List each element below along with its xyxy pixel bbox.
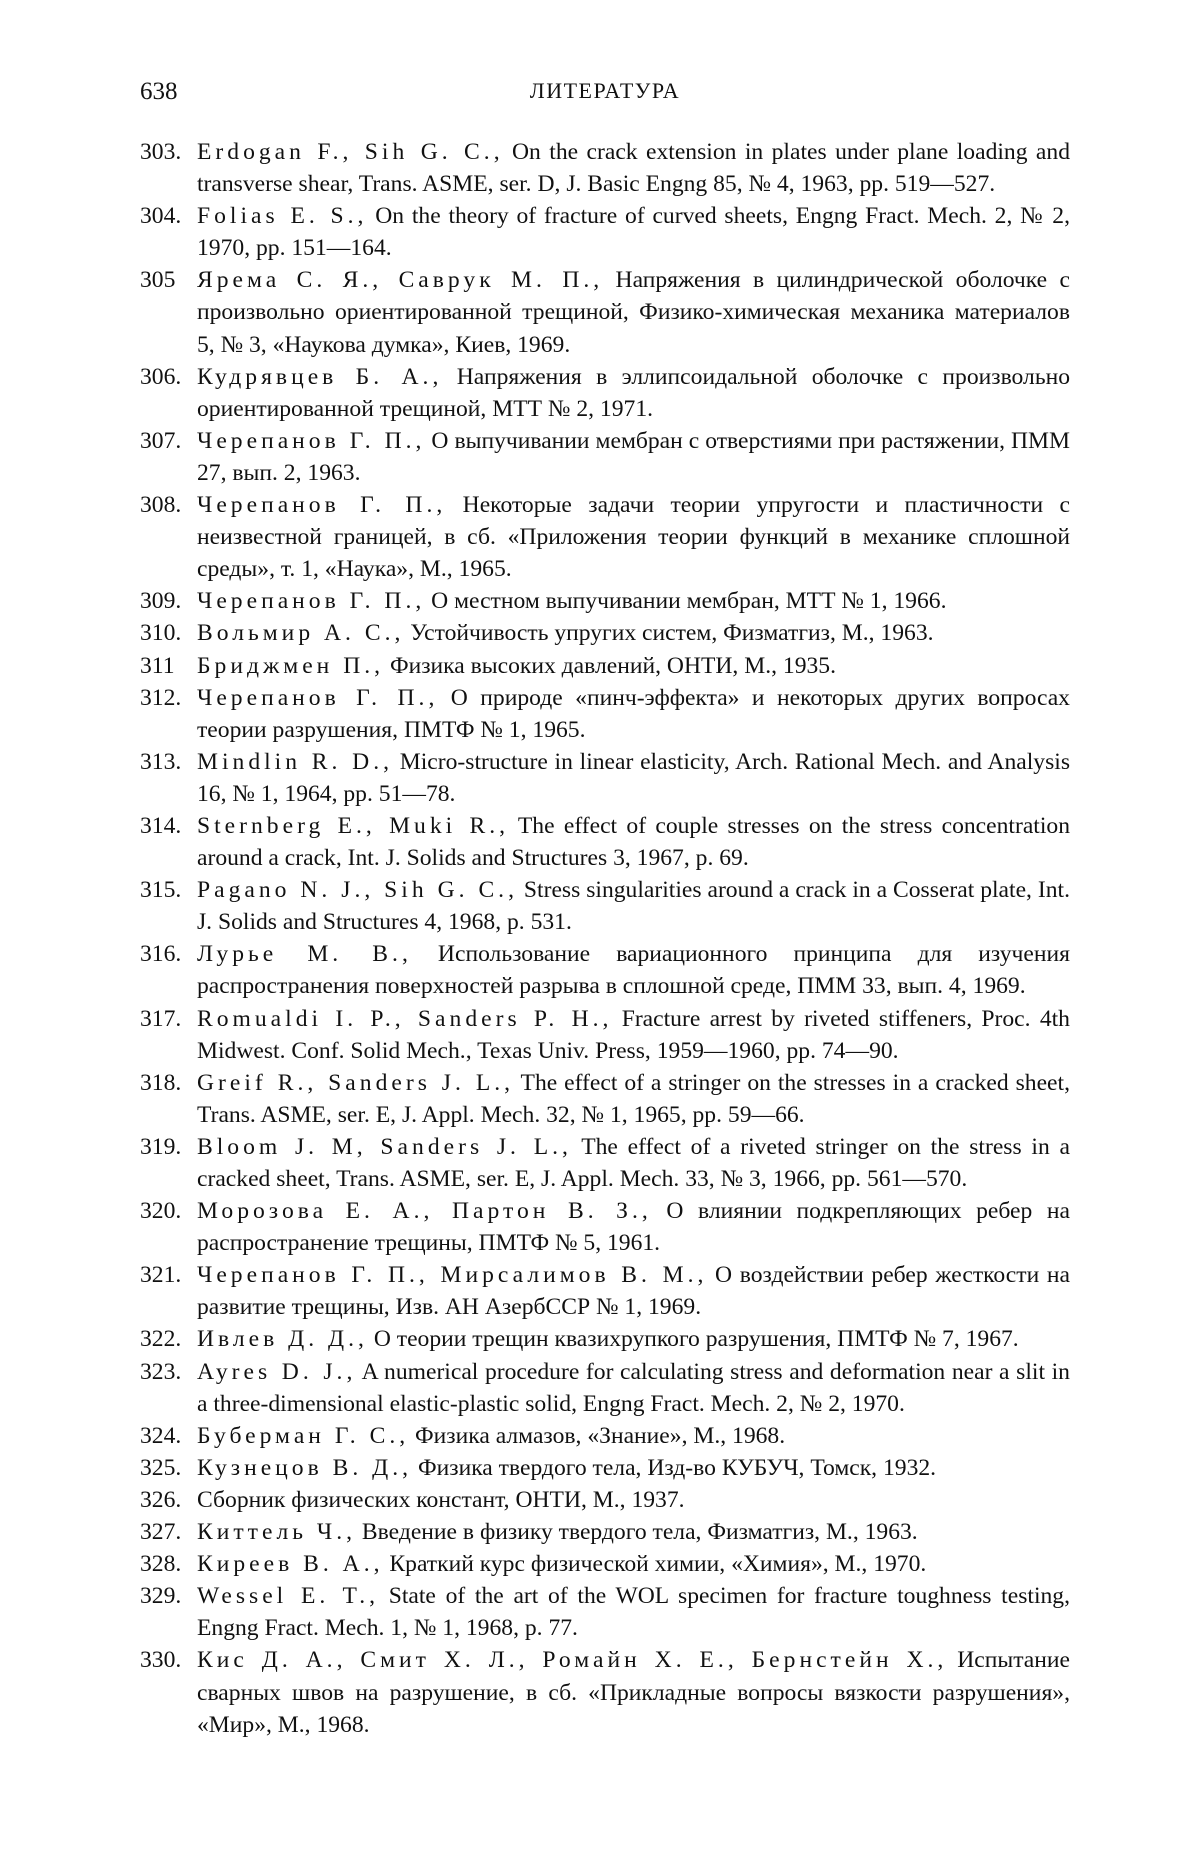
reference-number: 312. — [140, 684, 182, 711]
reference-entry — [140, 874, 1070, 938]
reference-entry — [140, 489, 1070, 585]
reference-number: 310. — [140, 620, 182, 647]
reference-entry — [140, 264, 1070, 360]
reference-entry — [140, 1003, 1070, 1067]
reference-number: 316. — [140, 941, 182, 968]
reference-author: Черепанов Г. П., Мирсалимов В. М., — [197, 1262, 708, 1289]
reference-entry — [140, 1516, 1070, 1548]
reference-number: 323. — [140, 1358, 182, 1385]
reference-text: Устойчивость упругих систем, Физматгиз, М., 1963. — [404, 620, 934, 647]
reference-entry — [140, 1067, 1070, 1131]
reference-number: 325. — [140, 1454, 182, 1481]
reference-text: The effect of a stringer on the stresses in a cracked sheet, Trans. ASME, ser. E, J. Appl. Mech. 32, № 1, 1965, pp. 59—66. — [197, 1069, 1070, 1128]
reference-entry — [140, 1195, 1070, 1259]
reference-author: Ayres D. J., — [197, 1358, 357, 1385]
reference-author: Черепанов Г. П., — [197, 684, 439, 711]
running-title: ЛИТЕРАТУРА — [529, 78, 681, 103]
page-number: 638 — [140, 78, 178, 105]
reference-number: 314. — [140, 812, 182, 839]
reference-text: О теории трещин квазихрупкого разрушения, ПМТФ № 7, 1967. — [367, 1326, 1019, 1353]
reference-entry — [140, 682, 1070, 746]
reference-text: On the crack extension in plates under plane loading and transverse shear, Trans. ASME, ser. D, J. Basic Engng 85, № 4, 1963, pp. 519—527. — [197, 139, 1070, 198]
reference-entry — [140, 1420, 1070, 1452]
reference-entry — [140, 425, 1070, 489]
reference-author: Greif R., Sanders J. L., — [197, 1069, 515, 1096]
reference-author: Буберман Г. С., — [197, 1422, 410, 1449]
reference-number: 311 — [140, 652, 175, 679]
reference-author: Киреев В. А., — [197, 1551, 384, 1578]
reference-author: Кудрявцев Б. А., — [197, 363, 443, 390]
reference-author: Кузнецов В. Д., — [197, 1454, 413, 1481]
reference-number: 315. — [140, 877, 182, 904]
reference-author: Bloom J. M, Sanders J. L., — [197, 1133, 572, 1160]
reference-entry — [140, 1484, 1070, 1516]
reference-entry — [140, 585, 1070, 617]
reference-number: 321. — [140, 1262, 182, 1289]
reference-author: Черепанов Г. П., — [197, 588, 426, 615]
reference-entry — [140, 200, 1070, 264]
reference-list — [140, 136, 1070, 1741]
reference-text: О природе «пинч-эффекта» и некоторых других вопросах теории разрушения, ПМТФ № 1, 1965. — [197, 684, 1070, 743]
reference-entry — [140, 617, 1070, 649]
reference-text: Напряжения в эллипсоидальной оболочке с произвольно ориентированной трещиной, МТТ № 2, 1971. — [197, 363, 1070, 422]
reference-text: Введение в физику твердого тела, Физматгиз, М., 1963. — [356, 1519, 918, 1546]
reference-author: Черепанов Г. П., — [197, 492, 447, 519]
reference-entry — [140, 810, 1070, 874]
reference-author: Черепанов Г. П., — [197, 427, 426, 454]
reference-text: On the theory of fracture of curved sheets, Engng Fract. Mech. 2, № 2, 1970, pp. 151—164. — [197, 203, 1070, 262]
reference-entry — [140, 1356, 1070, 1420]
reference-number: 309. — [140, 588, 182, 615]
reference-entry — [140, 1452, 1070, 1484]
reference-text: Физика твердого тела, Изд-во КУБУЧ, Томск, 1932. — [412, 1454, 937, 1481]
reference-number: 330. — [140, 1647, 182, 1674]
reference-text: О воздействии ребер жесткости на развитие трещины, Изв. АН АзербССР № 1, 1969. — [197, 1262, 1070, 1321]
reference-author: Erdogan F., Sih G. C., — [197, 139, 504, 165]
reference-text: О местном выпучивании мембран, МТТ № 1, 1966. — [425, 588, 947, 615]
reference-number: 306. — [140, 363, 182, 390]
reference-entry — [140, 1644, 1070, 1740]
reference-text: Физика алмазов, «Знание», М., 1968. — [409, 1422, 786, 1449]
reference-number: 322. — [140, 1326, 182, 1353]
reference-text: Fracture arrest by riveted stiffeners, Proc. 4th Midwest. Conf. Solid Mech., Texas Univ. Press, 1959—1960, pp. 74—90. — [197, 1005, 1070, 1064]
reference-text: Физика высоких давлений, ОНТИ, М., 1935. — [384, 652, 836, 679]
reference-author: Лурье М. В., — [197, 941, 412, 968]
reference-number: 324. — [140, 1422, 182, 1449]
reference-text: A numerical procedure for calculating stress and deformation near a slit in a three-dimensional elastic-plastic solid, Engng Fract. Mech. 2, № 2, 1970. — [197, 1358, 1070, 1417]
reference-number: 313. — [140, 748, 182, 775]
reference-author: Морозова Е. А., Партон В. З., — [197, 1198, 652, 1225]
reference-entry — [140, 1259, 1070, 1323]
reference-number: 328. — [140, 1551, 182, 1578]
reference-author: Romualdi I. P., Sanders P. H., — [197, 1005, 613, 1032]
reference-author: Ивлев Д. Д., — [197, 1326, 368, 1353]
reference-number: 305 — [140, 267, 176, 294]
reference-entry — [140, 650, 1070, 682]
reference-entry — [140, 746, 1070, 810]
reference-author: Кис Д. А., Смит Х. Л., Ромайн Х. Е., Бернстейн Х., — [197, 1647, 948, 1674]
reference-text: The effect of a riveted stringer on the stress in a cracked sheet, Trans. ASME, ser. E, J. Appl. Mech. 33, № 3, 1966, pp. 561—570. — [197, 1133, 1070, 1192]
reference-text: О выпучивании мембран с отверстиями при растяжении, ПММ 27, вып. 2, 1963. — [197, 427, 1070, 486]
reference-entry — [140, 1323, 1070, 1355]
reference-number: 318. — [140, 1069, 182, 1096]
reference-entry — [140, 1131, 1070, 1195]
reference-number: 326. — [140, 1486, 182, 1513]
reference-entry — [140, 1580, 1070, 1644]
reference-text: Некоторые задачи теории упругости и пластичности с неизвестной границей, в сб. «Приложения теории функций в механике сплошной среды», т. 1, «Наука», М., 1965. — [197, 492, 1070, 583]
reference-text: State of the art of the WOL specimen for fracture toughness testing, Engng Fract. Mech. 1, № 1, 1968, p. 77. — [197, 1583, 1070, 1642]
reference-entry — [140, 361, 1070, 425]
reference-number: 320. — [140, 1198, 182, 1225]
reference-number: 307. — [140, 427, 182, 454]
reference-author: Pagano N. J., Sih G. C., — [197, 877, 518, 904]
reference-author: Folias E. S., — [197, 203, 368, 230]
reference-author: Ярема С. Я., Саврук М. П., — [197, 267, 604, 294]
reference-text: Использование вариационного принципа для изучения распространения поверхностей разрыва в сплошной среде, ПММ 33, вып. 4, 1969. — [197, 941, 1070, 1000]
reference-text: Испытание сварных швов на разрушение, в сб. «Прикладные вопросы вязкости разрушения», «Мир», М., 1968. — [197, 1647, 1070, 1738]
reference-text: Micro-structure in linear elasticity, Arch. Rational Mech. and Analysis 16, № 1, 1964, pp. 51—78. — [197, 748, 1070, 807]
reference-text: Краткий курс физической химии, «Химия», М., 1970. — [383, 1551, 927, 1578]
reference-number: 304. — [140, 203, 182, 230]
reference-author: Вольмир А. С., — [197, 620, 405, 647]
reference-author: Киттель Ч., — [197, 1519, 357, 1546]
reference-number: 308. — [140, 492, 182, 519]
page-header — [140, 78, 1070, 118]
reference-text: О влиянии подкрепляющих ребер на распространение трещины, ПМТФ № 5, 1961. — [197, 1198, 1070, 1257]
reference-author: Mindlin R. D., — [197, 748, 393, 775]
reference-author: Wessel E. T., — [197, 1583, 379, 1610]
reference-number: 319. — [140, 1133, 182, 1160]
reference-text: Сборник физических констант, ОНТИ, М., 1937. — [197, 1486, 685, 1513]
reference-author: Бриджмен П., — [197, 652, 385, 679]
reference-text: Напряжения в цилиндрической оболочке с произвольно ориентированной трещиной, Физико-химическая механика материалов 5, № 3, «Наукова думка», Киев, 1969. — [197, 267, 1070, 358]
reference-entry — [140, 938, 1070, 1002]
reference-number: 329. — [140, 1583, 182, 1610]
reference-entry — [140, 1548, 1070, 1580]
reference-text: The effect of couple stresses on the stress concentration around a crack, Int. J. Solids and Structures 3, 1967, p. 69. — [197, 812, 1070, 872]
reference-text: Stress singularities around a crack in a Cosserat plate, Int. J. Solids and Structures 4, 1968, p. 531. — [197, 877, 1070, 936]
reference-number: 327. — [140, 1519, 182, 1546]
reference-author: Sternberg E., Muki R., — [197, 812, 510, 839]
reference-entry — [140, 136, 1070, 200]
reference-number: 303. — [140, 139, 182, 165]
reference-number: 317. — [140, 1005, 182, 1032]
